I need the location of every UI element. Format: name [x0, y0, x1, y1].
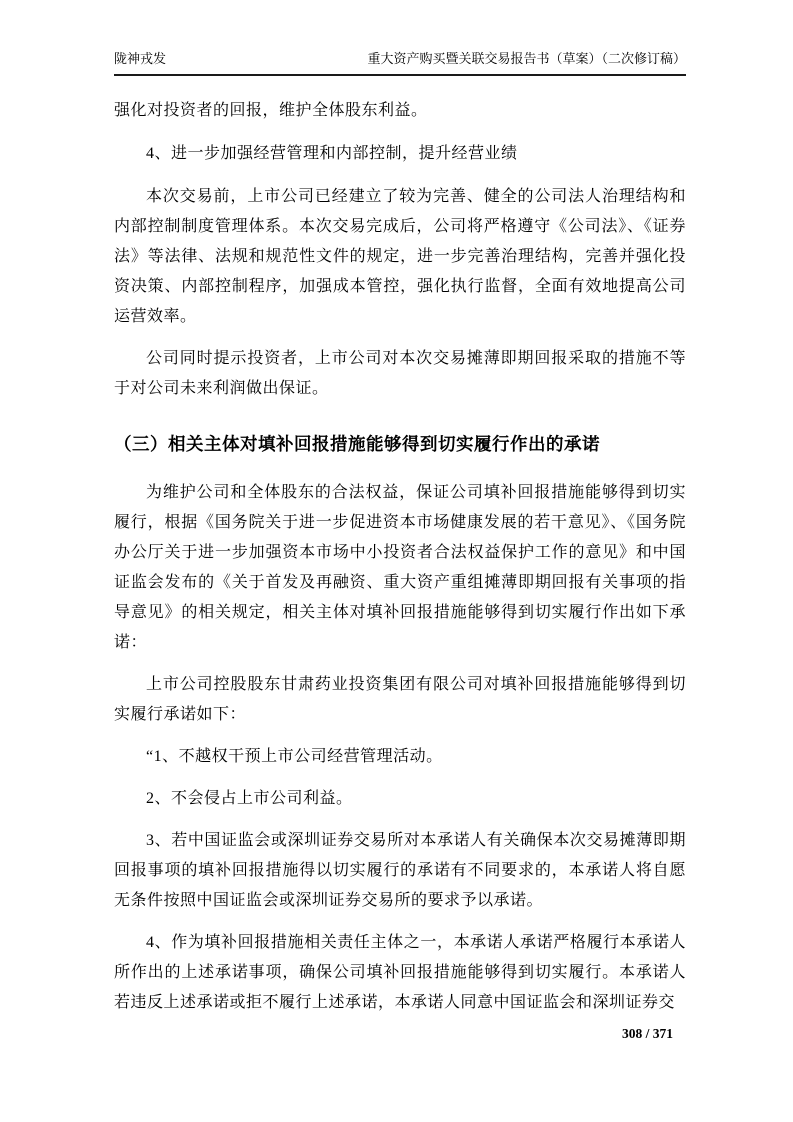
- page-header: [114, 48, 686, 76]
- paragraph: 公司同时提示投资者，上市公司对本次交易摊薄即期回报采取的措施不等于对公司未来利润做出保证。: [114, 350, 686, 397]
- paragraph: 为维护公司和全体股东的合法权益，保证公司填补回报措施能够得到切实履行，根据《国务院关于进一步促进资本市场健康发展的若干意见》、《国务院办公厅关于进一步加强资本市场中小投资者合法权益保护工作的意见》和中国证监会发布的《关于首发及再融资、重大资产重组摊薄即期回报有关事项的指导意见》的相关规定，相关主体对填补回报措施能够得到切实履行作出如下承诺：: [114, 484, 686, 651]
- header-report-title: 重大资产购买暨关联交易报告书（草案）（二次修订稿）: [367, 51, 686, 66]
- paragraph: 上市公司控股股东甘肃药业投资集团有限公司对填补回报措施能够得到切实履行承诺如下：: [114, 676, 686, 723]
- paragraph: 本次交易前，上市公司已经建立了较为完善、健全的公司法人治理结构和内部控制制度管理体系。本次交易完成后，公司将严格遵守《公司法》、《证券法》等法律、法规和规范性文件的规定，进一步完善治理结构，完善并强化投资决策、内部控制程序，加强成本管控，强化执行监督，全面有效地提高公司运营效率。: [114, 188, 686, 325]
- paragraph-commitment-2: 2、不会侵占上市公司利益。: [146, 790, 353, 807]
- numbered-heading-4: 4、进一步加强经营管理和内部控制，提升经营业绩: [146, 145, 518, 162]
- page-number: 308 / 371: [621, 1026, 673, 1041]
- section-heading-3: （三）相关主体对填补回报措施能够得到切实履行作出的承诺: [114, 434, 600, 454]
- page-footer: [622, 1026, 673, 1042]
- paragraph-commitment-4: 4、作为填补回报措施相关责任主体之一，本承诺人承诺严格履行本承诺人所作出的上述承诺事项，确保公司填补回报措施能够得到切实履行。本承诺人若违反上述承诺或拒不履行上述承诺，本承诺人同意中国证监会和深圳证券交: [114, 934, 686, 1011]
- paragraph-commitment-1: “1、不越权干预上市公司经营管理活动。: [146, 748, 443, 765]
- header-company-name: 陇神戎发: [114, 51, 167, 66]
- paragraph-continuation: 强化对投资者的回报，维护全体股东利益。: [114, 102, 428, 119]
- paragraph-commitment-3: 3、若中国证监会或深圳证券交易所对本承诺人有关确保本次交易摊薄即期回报事项的填补回报措施得以切实履行的承诺有不同要求的，本承诺人将自愿无条件按照中国证监会或深圳证券交易所的要求予以承诺。: [114, 832, 686, 909]
- document-body: [114, 84, 686, 1030]
